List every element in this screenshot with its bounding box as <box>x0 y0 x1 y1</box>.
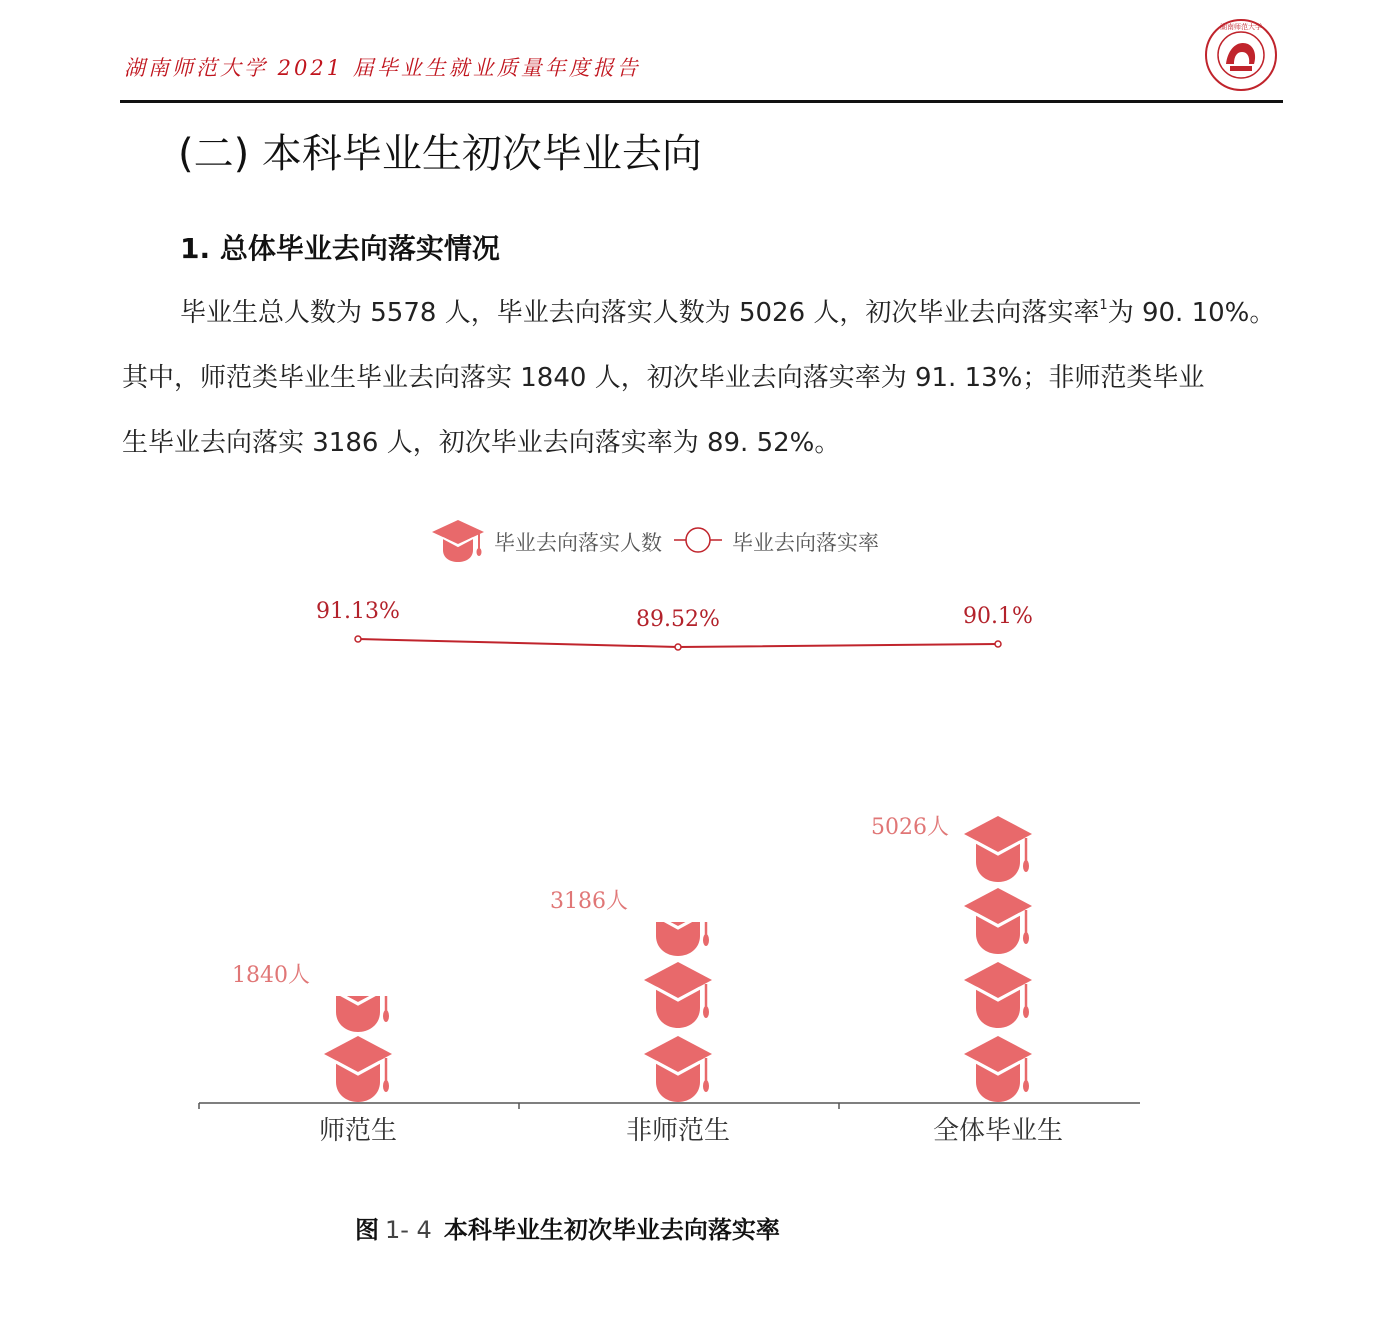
category-label: 全体毕业生 <box>932 1116 1064 1146</box>
subsection-title: 1. 总体毕业去向落实情况 <box>180 232 500 265</box>
count-label: 5026人 <box>871 815 949 840</box>
graduation-cap-icon <box>964 1036 1032 1102</box>
count-label: 3186人 <box>550 889 628 914</box>
footnote-ref[interactable]: 1 <box>1099 298 1108 313</box>
graduation-cap-icon <box>324 1036 392 1102</box>
rate-point <box>995 641 1001 647</box>
graduation-cap-icon <box>964 962 1032 1028</box>
paragraph-line-3: 生毕业去向落实 3186 人，初次毕业去向落实率为 89. 52%。 <box>122 428 841 458</box>
paragraph-line-1: 毕业生总人数为 5578 人，毕业去向落实人数为 5026 人，初次毕业去向落实率$^1$为 90. 10%。 <box>180 298 1276 328</box>
legend-label-rate: 毕业去向落实率 <box>732 531 879 555</box>
legend-label-count: 毕业去向落实人数 <box>494 531 662 555</box>
rate-label: 91.13% <box>316 599 400 624</box>
rate-label: 89.52% <box>636 607 720 632</box>
section-title: (二) 本科毕业生初次毕业去向 <box>178 131 702 177</box>
graduation-cap-icon <box>964 888 1032 954</box>
bar-non-teacher-students <box>644 890 712 1102</box>
count-label: 1840人 <box>232 963 310 988</box>
category-label: 非师范生 <box>625 1116 731 1146</box>
graduation-cap-icon <box>324 966 392 1032</box>
svg-text:1938: 1938 <box>1234 72 1248 78</box>
graduation-cap-icon <box>644 1036 712 1102</box>
bar-all-graduates <box>964 816 1032 1102</box>
report-header-title: 湖南师范大学 2021 届毕业生就业质量年度报告 <box>124 56 641 80</box>
rate-label: 90.1% <box>963 604 1033 629</box>
bar-teacher-students <box>324 966 392 1102</box>
paragraph-line-2: 其中，师范类毕业生毕业去向落实 1840 人，初次毕业去向落实率为 91. 13%；非师范类毕业 <box>122 363 1205 393</box>
graduation-cap-icon <box>644 890 712 956</box>
figure-caption: 图 1- 4 本科毕业生初次毕业去向落实率 <box>355 1216 780 1244</box>
graduation-cap-icon <box>644 962 712 1028</box>
svg-text:湖南师范大学: 湖南师范大学 <box>1220 23 1262 31</box>
rate-point <box>675 644 681 650</box>
rate-point <box>355 636 361 642</box>
graduation-cap-icon <box>964 816 1032 882</box>
category-label: 师范生 <box>318 1116 398 1146</box>
